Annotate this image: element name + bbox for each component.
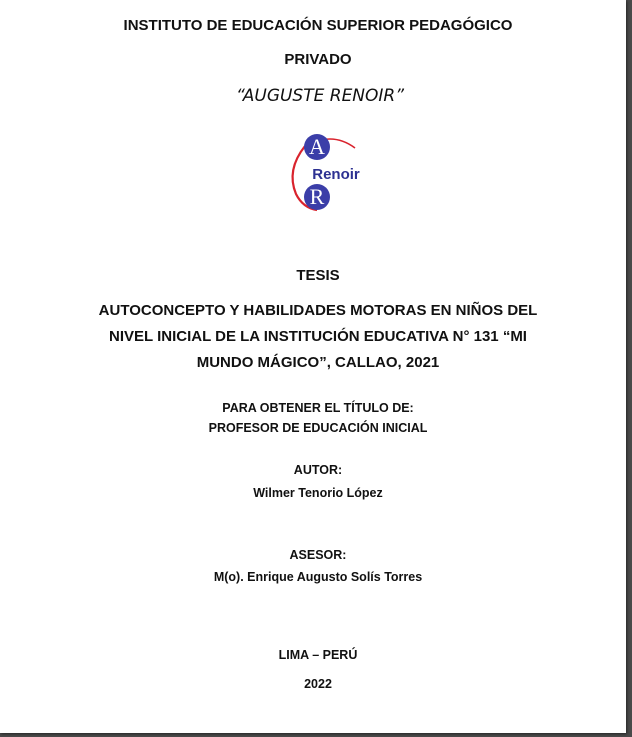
institution-name: “AUGUSTE RENOIR” [235, 86, 405, 106]
institution-line-2: PRIVADO [284, 51, 352, 68]
logo-letter-bottom: R [309, 184, 325, 209]
logo-letter-top: A [309, 134, 325, 159]
degree-label: PARA OBTENER EL TÍTULO DE: [222, 401, 414, 415]
advisor-name: M(o). Enrique Augusto Solís Torres [213, 570, 423, 584]
year: 2022 [304, 677, 332, 691]
institution-line-1: INSTITUTO DE EDUCACIÓN SUPERIOR PEDAGÓGICO [123, 17, 513, 34]
thesis-title-line-3: MUNDO MÁGICO”, CALLAO, 2021 [196, 354, 440, 371]
thesis-title-line-1: AUTOCONCEPTO Y HABILIDADES MOTORAS EN NIÑOS DEL [98, 302, 538, 319]
degree-value: PROFESOR DE EDUCACIÓN INICIAL [208, 421, 428, 435]
thesis-title-line-2: NIVEL INICIAL DE LA INSTITUCIÓN EDUCATIVA N° 131 “MI [109, 328, 527, 345]
renoir-logo [283, 130, 369, 214]
author-name: Wilmer Tenorio López [253, 486, 383, 500]
logo-text: Renoir [312, 166, 360, 183]
document-type: TESIS [296, 267, 340, 284]
advisor-label: ASESOR: [289, 548, 347, 562]
author-label: AUTOR: [293, 463, 343, 477]
place: LIMA – PERÚ [278, 648, 358, 662]
